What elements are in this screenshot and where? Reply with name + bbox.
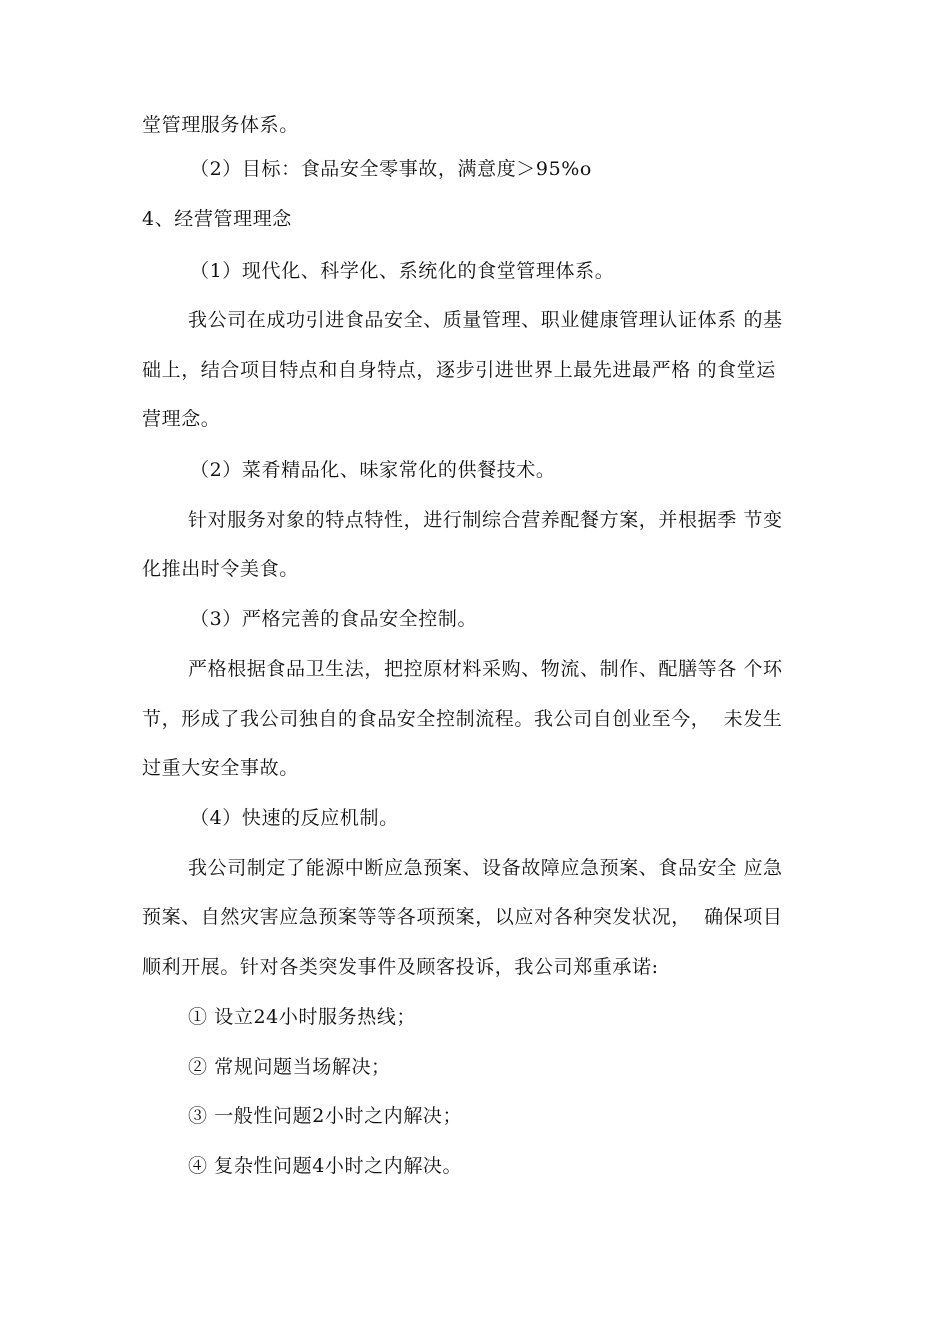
paragraph-line: 我公司在成功引进食品安全、质量管理、职业健康管理认证体系 的基	[188, 309, 783, 331]
list-item: ④ 复杂性问题4小时之内解决。	[188, 1155, 463, 1177]
subheading-4: （4）快速的反应机制。	[190, 807, 399, 829]
paragraph-line: 严格根据食品卫生法，把控原材料采购、物流、制作、配膳等各 个环	[188, 658, 783, 680]
subheading-3: （3）严格完善的食品安全控制。	[190, 608, 478, 630]
paragraph-line: 过重大安全事故。	[142, 757, 299, 779]
list-item: ① 设立24小时服务热线；	[188, 1006, 417, 1028]
list-item: ② 常规问题当场解决；	[188, 1056, 391, 1078]
paragraph-line: 节，形成了我公司独自的食品安全控制流程。我公司自创业至今， 未发生	[142, 708, 783, 730]
list-item: ③ 一般性问题2小时之内解决；	[188, 1105, 463, 1127]
paragraph-line: 堂管理服务体系。	[142, 114, 299, 136]
subheading-1: （1）现代化、科学化、系统化的食堂管理体系。	[190, 260, 615, 282]
subheading-2: （2）菜肴精品化、味家常化的供餐技术。	[190, 459, 556, 481]
paragraph-line: 化推出时令美食。	[142, 558, 299, 580]
paragraph-line: 我公司制定了能源中断应急预案、设备故障应急预案、食品安全 应急	[188, 857, 783, 879]
section-heading: 4、经营管理理念	[142, 208, 292, 230]
goal-line: （2）目标：食品安全零事故，满意度＞95%o	[190, 158, 592, 180]
paragraph-line: 营理念。	[142, 408, 221, 430]
paragraph-line: 针对服务对象的特点特性，进行制综合营养配餐方案，并根据季 节变	[188, 509, 783, 531]
paragraph-line: 预案、自然灾害应急预案等等各项预案，以应对各种突发状况， 确保项目	[142, 906, 783, 928]
paragraph-line: 顺利开展。针对各类突发事件及顾客投诉，我公司郑重承诺:	[142, 956, 659, 978]
paragraph-line: 础上，结合项目特点和自身特点，逐步引进世界上最先进最严格 的食堂运	[142, 359, 776, 381]
